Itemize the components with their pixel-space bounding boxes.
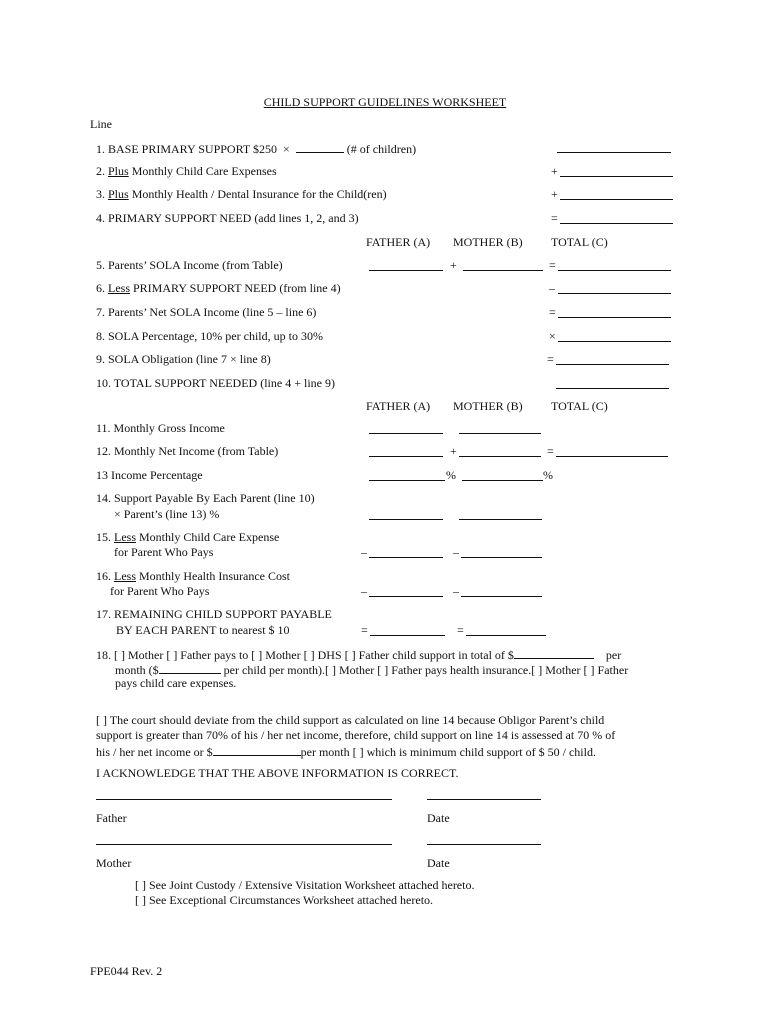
per-child-field[interactable] [159, 661, 221, 674]
form-id-footer: FPE044 Rev. 2 [90, 964, 163, 978]
equals-sign: = [361, 623, 368, 637]
line-14-sublabel: × Parent’s (line 13) % [114, 507, 220, 521]
line-18-text: 18. [ ] Mother [ ] Father pays to [ ] Mother [ ] DHS [ ] Father child support in total of $ per [96, 648, 622, 662]
line-12-total-field[interactable] [556, 456, 668, 457]
attachment-joint-custody[interactable]: [ ] See Joint Custody / Extensive Visitation Worksheet attached hereto. [135, 878, 475, 892]
column-total: TOTAL (C) [551, 399, 608, 413]
line-11-label: 11. Monthly Gross Income [96, 421, 225, 435]
equals-sign: = [547, 352, 554, 366]
minus-sign: – [549, 281, 555, 295]
line-5-total-field[interactable] [558, 270, 671, 271]
line-16-sublabel: for Parent Who Pays [110, 584, 210, 598]
plus-sign: + [551, 187, 558, 201]
line-9-total-field[interactable] [556, 364, 669, 365]
plus-sign: + [551, 164, 558, 178]
line-12-father-field[interactable] [369, 456, 443, 457]
line-7-label: 7. Parents’ Net SOLA Income (line 5 – line 6) [96, 305, 317, 319]
father-date-label: Date [427, 811, 450, 825]
line-1-total-field[interactable] [557, 152, 671, 153]
line-13-mother-field[interactable] [462, 480, 543, 481]
children-count-field[interactable] [296, 140, 344, 153]
line-11-father-field[interactable] [369, 433, 443, 434]
line-5-mother-field[interactable] [463, 270, 543, 271]
line-label: Line [90, 117, 112, 131]
deviation-line-3: his / her net income or $ per month [ ] which is minimum child support of $ 50 / child. [96, 745, 596, 759]
line-15-mother-field[interactable] [461, 557, 542, 558]
plus-sign: + [450, 258, 457, 272]
deviation-line-1: [ ] The court should deviate from the child support as calculated on line 14 because Obligor Parent’s child [96, 713, 605, 727]
line-17-label: 17. REMAINING CHILD SUPPORT PAYABLE [96, 607, 332, 621]
minus-sign: – [361, 545, 367, 559]
deviation-amount-field[interactable] [213, 743, 301, 756]
father-date-line[interactable] [427, 799, 541, 800]
line-13-label: 13 Income Percentage [96, 468, 203, 482]
line-6-label: 6. Less PRIMARY SUPPORT NEED (from line 4) [96, 281, 341, 295]
father-signature-label: Father [96, 811, 127, 825]
line-12-mother-field[interactable] [459, 456, 541, 457]
line-18-text-3: pays child care expenses. [115, 676, 237, 690]
line-16-label: 16. Less Monthly Health Insurance Cost [96, 569, 290, 583]
equals-sign: = [549, 305, 556, 319]
line-17-mother-field[interactable] [466, 635, 546, 636]
line-2-label: 2. Plus Monthly Child Care Expenses [96, 164, 277, 178]
column-father: FATHER (A) [366, 235, 431, 249]
father-signature-line[interactable] [96, 799, 392, 800]
line-12-label: 12. Monthly Net Income (from Table) [96, 444, 279, 458]
document-title: CHILD SUPPORT GUIDELINES WORKSHEET [263, 95, 507, 109]
mother-signature-label: Mother [96, 856, 132, 870]
line-16-father-field[interactable] [369, 596, 443, 597]
percent-sign: % [543, 468, 553, 482]
times-sign: × [549, 329, 556, 343]
line-15-sublabel: for Parent Who Pays [114, 545, 214, 559]
column-mother: MOTHER (B) [453, 399, 523, 413]
line-3-total-field[interactable] [560, 199, 673, 200]
line-10-label: 10. TOTAL SUPPORT NEEDED (line 4 + line 9) [96, 376, 335, 390]
column-total: TOTAL (C) [551, 235, 608, 249]
mother-date-line[interactable] [427, 844, 541, 845]
acknowledgement: I ACKNOWLEDGE THAT THE ABOVE INFORMATION IS CORRECT. [96, 766, 459, 780]
line-17-sublabel: BY EACH PARENT to nearest $ 10 [116, 623, 290, 637]
line-11-mother-field[interactable] [459, 433, 541, 434]
line-4-label: 4. PRIMARY SUPPORT NEED (add lines 1, 2, and 3) [96, 211, 359, 225]
equals-sign: = [547, 444, 554, 458]
deviation-line-2: support is greater than 70% of his / her net income, therefore, child support on line 14 is assessed at 70 % of [96, 728, 616, 742]
plus-sign: + [450, 444, 457, 458]
line-15-father-field[interactable] [369, 557, 443, 558]
line-1-label: 1. BASE PRIMARY SUPPORT $250 × (# of children) [96, 142, 417, 156]
equals-sign: = [551, 211, 558, 225]
mother-date-label: Date [427, 856, 450, 870]
mother-signature-line[interactable] [96, 844, 392, 845]
column-father: FATHER (A) [366, 399, 431, 413]
line-8-label: 8. SOLA Percentage, 10% per child, up to 30% [96, 329, 323, 343]
line-9-label: 9. SOLA Obligation (line 7 × line 8) [96, 352, 271, 366]
minus-sign: – [453, 545, 459, 559]
minus-sign: – [361, 584, 367, 598]
attachment-exceptional[interactable]: [ ] See Exceptional Circumstances Worksheet attached hereto. [135, 893, 434, 907]
line-4-total-field[interactable] [560, 223, 673, 224]
line-13-father-field[interactable] [369, 480, 445, 481]
line-17-father-field[interactable] [370, 635, 445, 636]
equals-sign: = [457, 623, 464, 637]
minus-sign: – [453, 584, 459, 598]
line-16-mother-field[interactable] [461, 596, 542, 597]
line-10-total-field[interactable] [556, 388, 669, 389]
line-14-label: 14. Support Payable By Each Parent (line 10) [96, 491, 315, 505]
line-18-text-2: month ($ per child per month).[ ] Mother [ ] Father pays health insurance.[ ] Mother [ ] Father [115, 663, 629, 677]
percent-sign: % [446, 468, 456, 482]
total-support-field[interactable] [514, 646, 594, 659]
line-5-label: 5. Parents’ SOLA Income (from Table) [96, 258, 283, 272]
line-6-total-field[interactable] [558, 293, 671, 294]
column-mother: MOTHER (B) [453, 235, 523, 249]
line-7-total-field[interactable] [558, 317, 671, 318]
line-14-father-field[interactable] [369, 519, 443, 520]
line-3-label: 3. Plus Monthly Health / Dental Insurance for the Child(ren) [96, 187, 387, 201]
line-14-mother-field[interactable] [459, 519, 542, 520]
line-8-total-field[interactable] [558, 341, 671, 342]
line-5-father-field[interactable] [369, 270, 443, 271]
line-15-label: 15. Less Monthly Child Care Expense [96, 530, 280, 544]
line-2-total-field[interactable] [560, 176, 673, 177]
equals-sign: = [549, 258, 556, 272]
